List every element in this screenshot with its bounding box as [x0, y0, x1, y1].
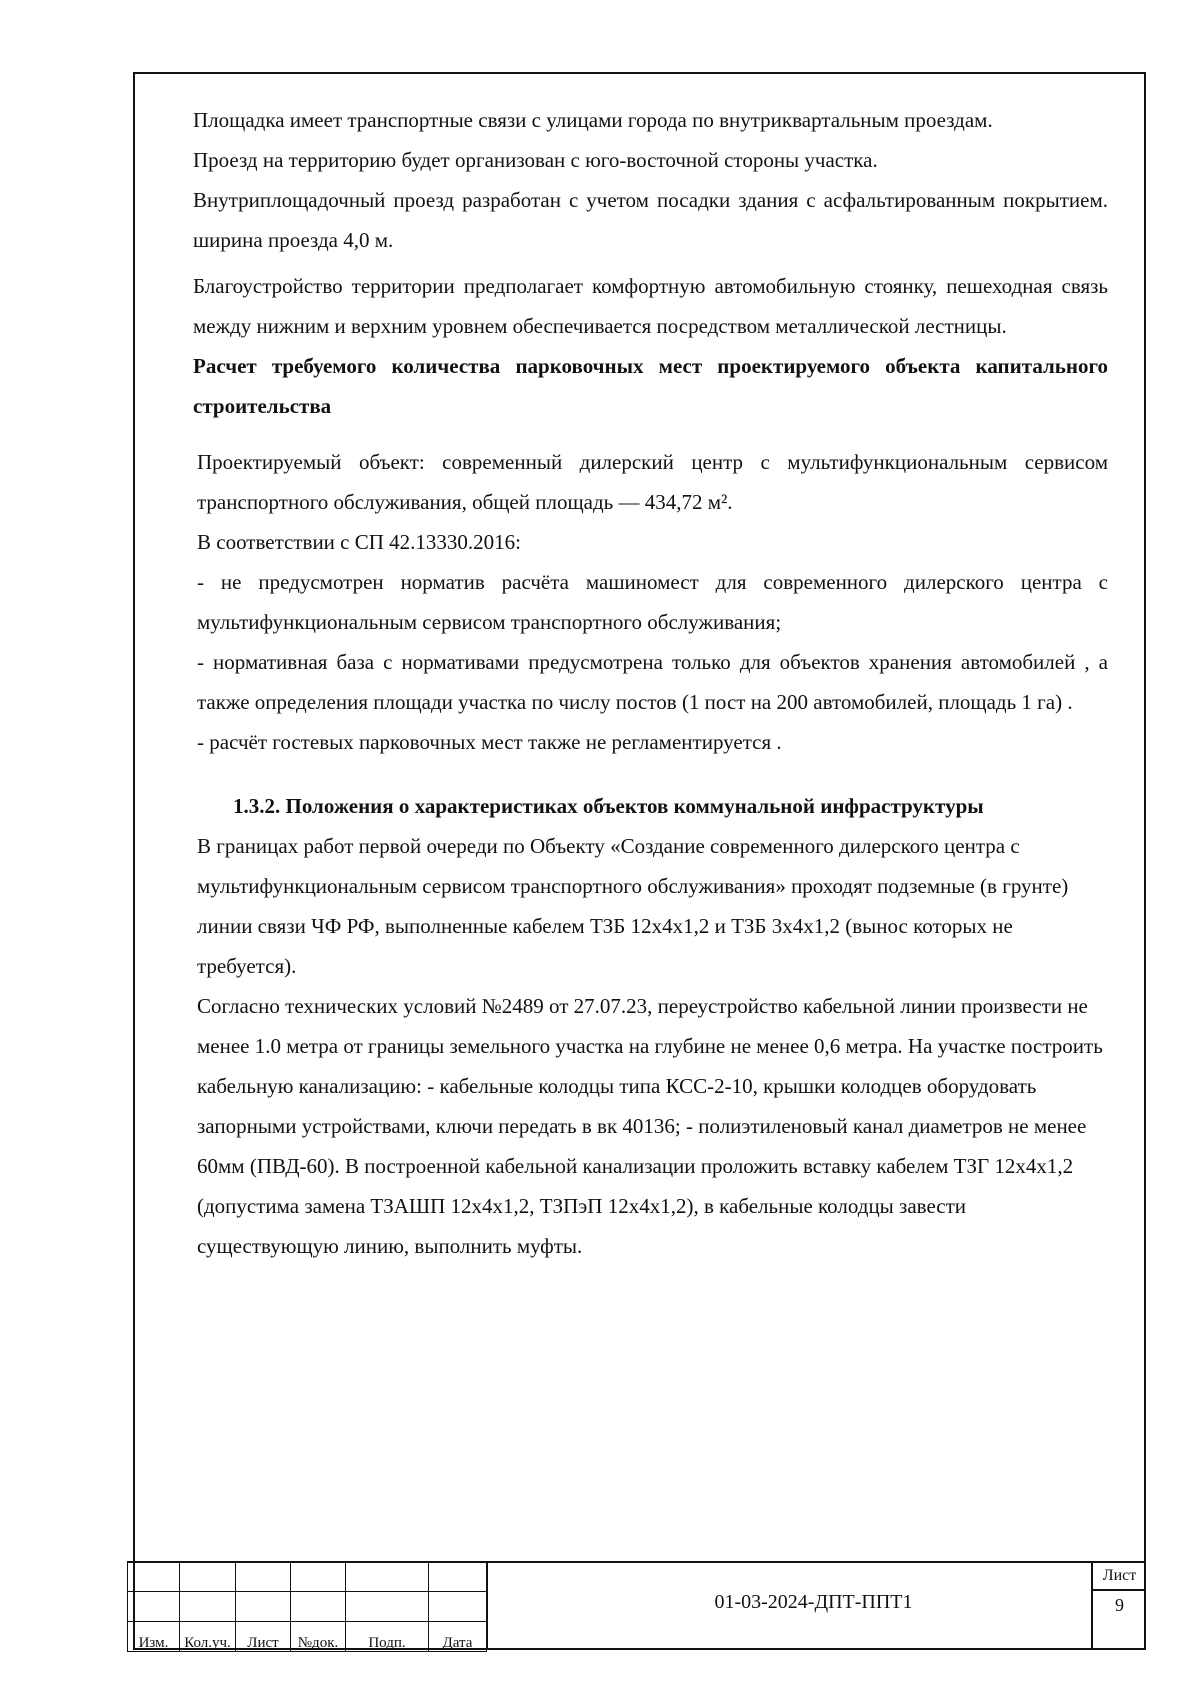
- utilities-section: [193, 826, 1108, 1266]
- list-item-no-standard: - не предусмотрен норматив расчёта машиномест для современного дилерского центра с мультифункциональным сервисом транспортного обслуживания;: [197, 570, 1108, 634]
- paragraph-communication-lines: В границах работ первой очереди по Объекту «Создание современного дилерского центра с мультифункциональным сервисом транспортного обслуживания» проходят подземные (в грунте) линии связи ЧФ РФ, выполненные кабелем ТЗБ 12х4х1,2 и ТЗБ 3х4х1,2 (вынос которых не требуется).: [197, 834, 1069, 978]
- sheet-number: 9: [1115, 1595, 1124, 1615]
- heading-parking-calculation: Расчет требуемого количества парковочных мест проектируемого объекта капитального строительства: [193, 354, 1108, 418]
- revision-table-header-row: [128, 1622, 487, 1652]
- heading-section-1-3-2: 1.3.2. Положения о характеристиках объектов коммунальной инфраструктуры: [233, 794, 984, 818]
- revision-col-count: Кол.уч.: [180, 1622, 236, 1652]
- revision-col-sheet: Лист: [236, 1622, 291, 1652]
- sheet-cell: [1091, 1561, 1146, 1650]
- revision-col-change: Изм.: [128, 1622, 180, 1652]
- revision-col-doc-number: №док.: [291, 1622, 346, 1652]
- paragraph-designed-object: Проектируемый объект: современный дилерский центр с мультифункциональным сервисом транспортного обслуживания, общей площадь — 434,72 м².: [197, 450, 1108, 514]
- paragraph-technical-conditions: Согласно технических условий №2489 от 27.07.23, переустройство кабельной линии произвести не менее 1.0 метра от границы земельного участка на глубине не менее 0,6 метра. На участке построить кабельную канализацию: - кабельные колодцы типа КСС-2-10, крышки колодцев оборудовать запорными устройствами, ключи передать в вк 40136; - полиэтиленовый канал диаметров не менее 60мм (ПВД-60). В построенной кабельной канализации проложить вставку кабелем ТЗГ 12х4х1,2 (допустима замена ТЗАШП 12х4х1,2, ТЗПэП 12х4х1,2), в кабельные колодцы завести существующую линию, выполнить муфты.: [197, 994, 1103, 1258]
- revision-table: [127, 1561, 487, 1652]
- paragraph-entrance: Проезд на территорию будет организован с юго-восточной стороны участка.: [193, 148, 878, 172]
- title-block: [127, 1561, 1146, 1650]
- list-item-guest-parking: - расчёт гостевых парковочных мест также не регламентируется .: [197, 730, 782, 754]
- sheet-label: Лист: [1093, 1563, 1146, 1591]
- list-item-normative-base: - нормативная база с нормативами предусмотрена только для объектов хранения автомобилей , а также определения площади участка по числу постов (1 пост на 200 автомобилей, площадь 1 га) .: [197, 650, 1108, 714]
- parking-section: [193, 442, 1108, 762]
- paragraph-sp-reference: В соответствии с СП 42.13330.2016:: [197, 530, 521, 554]
- document-body: [193, 100, 1108, 1266]
- paragraph-landscaping: Благоустройство территории предполагает комфортную автомобильную стоянку, пешеходная связь между нижним и верхним уровнем обеспечивается посредством металлической лестницы.: [193, 274, 1108, 338]
- revision-col-date: Дата: [429, 1622, 487, 1652]
- revision-col-signature: Подп.: [346, 1622, 429, 1652]
- paragraph-internal-road: Внутриплощадочный проезд разработан с учетом посадки здания с асфальтированным покрытием. ширина проезда 4,0 м.: [193, 188, 1108, 252]
- document-code: 01-03-2024-ДПТ-ППТ1: [714, 1591, 913, 1613]
- paragraph-transport-links: Площадка имеет транспортные связи с улицами города по внутриквартальным проездам.: [193, 108, 993, 132]
